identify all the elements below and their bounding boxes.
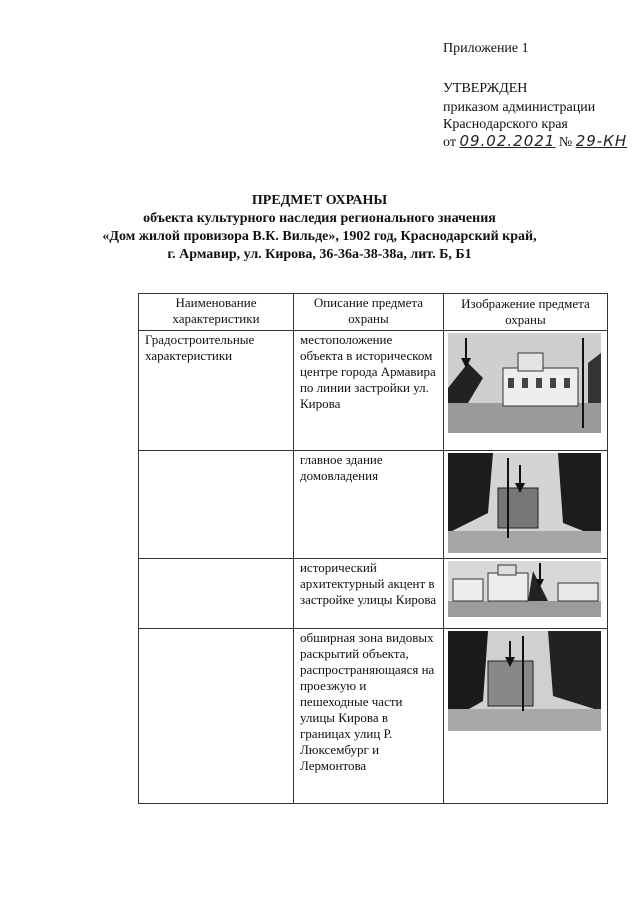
street-photo <box>448 453 601 553</box>
characteristic-cell <box>139 559 294 629</box>
table-row <box>139 331 608 451</box>
title-line-4: г. Армавир, ул. Кирова, 36-36а-38-38а, лит. Б, Б1 <box>167 247 472 262</box>
number-sign: № <box>558 135 573 150</box>
approval-heading: УТВЕРЖДЕН <box>443 81 528 96</box>
characteristic-cell: Градостроительные характеристики <box>139 331 294 451</box>
title-line-3: «Дом жилой провизора В.К. Вильде», 1902 год, Краснодарский край, <box>102 229 537 244</box>
approval-block <box>443 80 627 151</box>
column-header: Изображение предмета охраны <box>443 294 607 331</box>
appendix-label: Приложение 1 <box>443 41 529 56</box>
image-cell <box>443 629 607 804</box>
panorama-photo <box>448 561 601 617</box>
table-row <box>139 451 608 559</box>
image-cell <box>443 451 607 559</box>
building-photo <box>448 333 601 433</box>
view-zone-photo <box>448 631 601 731</box>
approval-line-1: приказом администрации <box>443 100 596 115</box>
table-row <box>139 629 608 804</box>
handwritten-date: 09.02.2021 <box>459 132 556 150</box>
table-row <box>139 559 608 629</box>
description-cell: исторический архитектурный акцент в застройке улицы Кирова <box>293 559 443 629</box>
column-header: Описание предмета охраны <box>293 294 443 331</box>
description-cell: местоположение объекта в историческом центре города Армавира по линии застройки ул. Кирова <box>293 331 443 451</box>
approval-order-line <box>443 133 627 151</box>
description-cell: обширная зона видовых раскрытий объекта, распространяющаяся на проезжую и пешеходные части улицы Кирова в границах улиц Р. Люксембург и Лермонтова <box>293 629 443 804</box>
handwritten-number: 29-КН <box>575 132 628 150</box>
column-header: Наименование характеристики <box>139 294 294 331</box>
title-line-2: объекта культурного наследия регионального значения <box>143 211 496 226</box>
characteristic-cell <box>139 629 294 804</box>
image-cell <box>443 559 607 629</box>
image-cell <box>443 331 607 451</box>
protection-subject-table <box>138 293 608 804</box>
document-title: ПРЕДМЕТ ОХРАНЫ <box>251 193 388 208</box>
description-cell: главное здание домовладения <box>293 451 443 559</box>
approval-prefix: от <box>443 135 456 150</box>
table-header-row <box>139 294 608 331</box>
approval-line-2: Краснодарского края <box>443 117 568 132</box>
characteristic-cell <box>139 451 294 559</box>
